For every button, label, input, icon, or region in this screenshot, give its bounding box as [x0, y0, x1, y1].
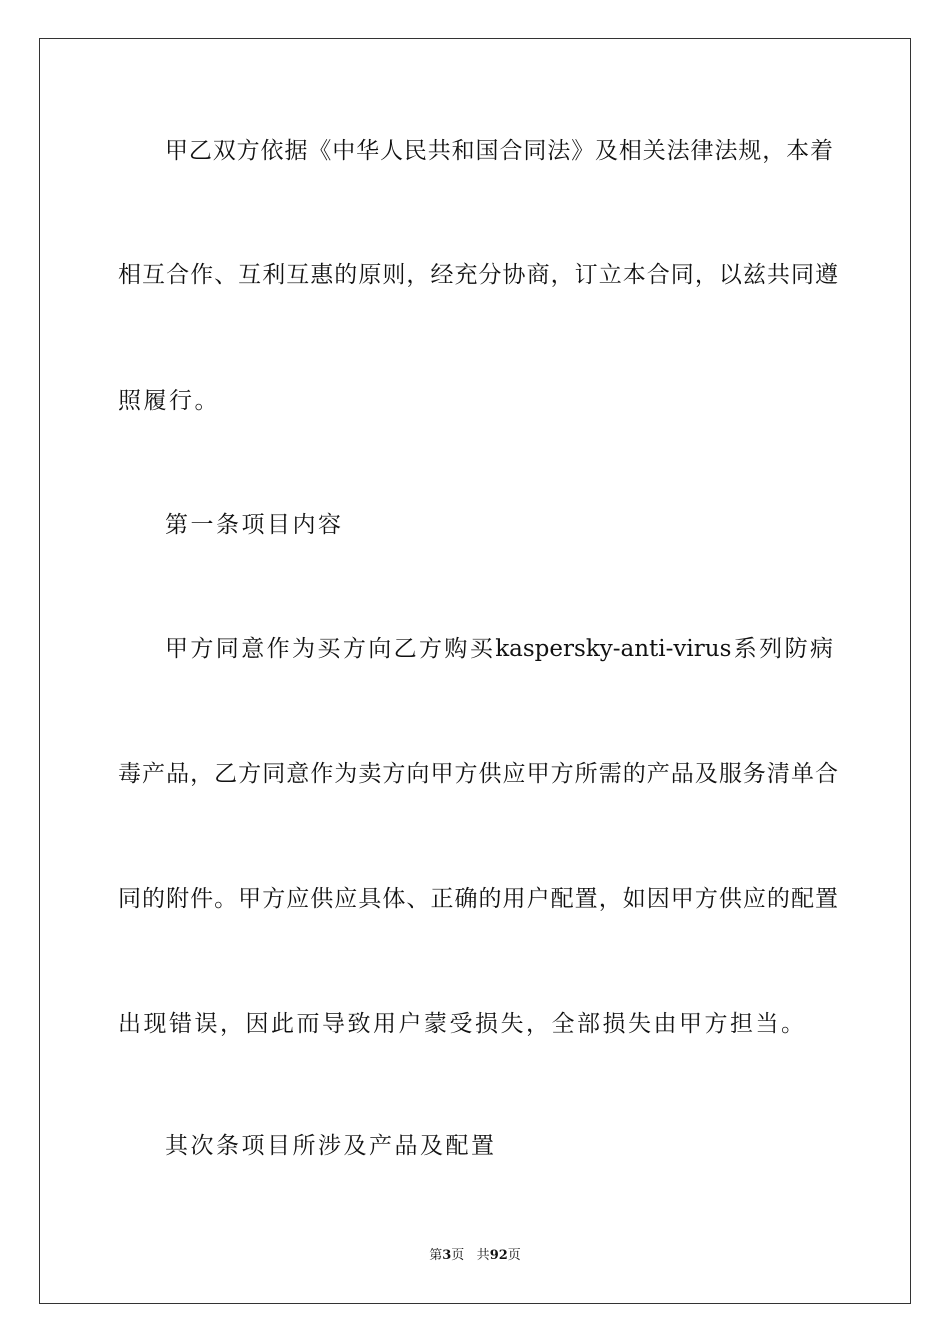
paragraph-2-line-3: 同的附件。甲方应供应具体、正确的用户配置，如因甲方供应的配置 — [118, 886, 838, 912]
paragraph-2-line-1: 甲方同意作为买方向乙方购买kaspersky-anti-virus系列防病 — [165, 636, 833, 662]
paragraph-2-line-4: 出现错误，因此而导致用户蒙受损失，全部损失由甲方担当。 — [118, 1011, 807, 1037]
page-suffix: 页 — [451, 1248, 465, 1263]
total-pages: 92 — [489, 1248, 508, 1263]
page-footer — [0, 1247, 950, 1265]
paragraph-1-line-2: 相互合作、互利互惠的原则，经充分协商，订立本合同，以兹共同遵 — [118, 262, 838, 288]
total-prefix: 共 — [476, 1248, 490, 1263]
section-heading-2: 其次条项目所涉及产品及配置 — [165, 1133, 497, 1159]
section-heading-1: 第一条项目内容 — [165, 512, 344, 538]
page-border — [39, 38, 911, 1304]
page-number: 3 — [442, 1248, 452, 1263]
paragraph-1-line-3: 照履行。 — [118, 388, 220, 414]
page-prefix: 第 — [429, 1248, 443, 1263]
paragraph-1-line-1: 甲乙双方依据《中华人民共和国合同法》及相关法律法规，本着 — [165, 138, 833, 164]
total-suffix: 页 — [507, 1248, 521, 1263]
paragraph-2-line-2: 毒产品，乙方同意作为卖方向甲方供应甲方所需的产品及服务清单合 — [118, 761, 838, 787]
